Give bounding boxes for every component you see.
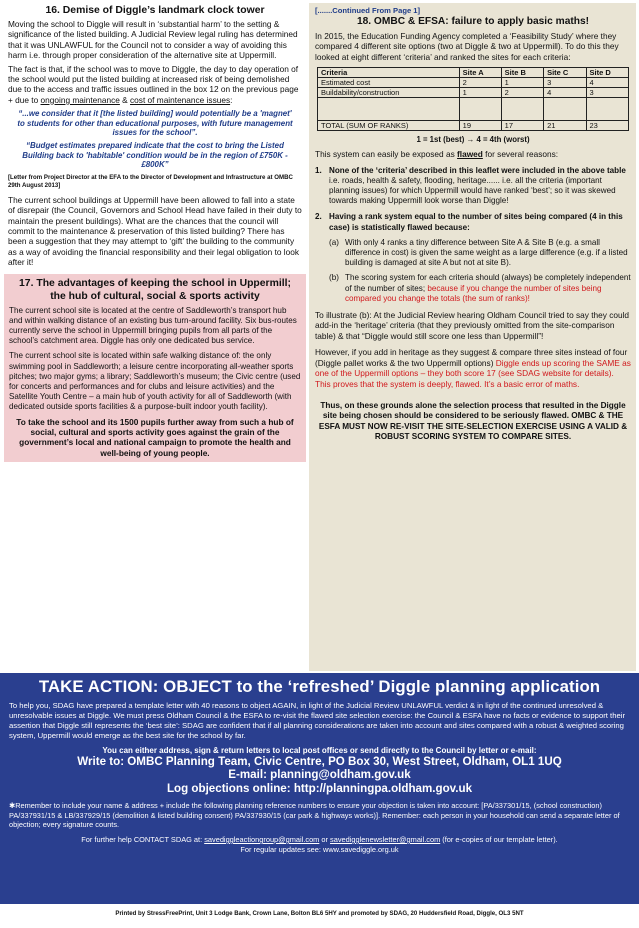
section-17 <box>4 274 306 462</box>
table-row <box>318 78 629 88</box>
section-17-title-line2: the hub of cultural, social & sports activity <box>50 290 260 302</box>
table-header-cell: Site C <box>544 68 586 78</box>
online-objections-link[interactable]: Log objections online: http://planningpa.oldham.gov.uk <box>166 781 473 795</box>
take-action-banner <box>0 673 639 904</box>
sub-reason-label: (b) <box>329 273 339 283</box>
table-cell: 3 <box>586 88 628 98</box>
table-header-cell: Site A <box>459 68 501 78</box>
send-instructions: You can either address, sign & return letters to local post offices or send directly to the Council by letter or e-mail: <box>102 746 537 755</box>
section-16 <box>4 3 306 268</box>
reason-2a: (a) With only 4 ranks a tiny difference between Site A & Site B (e.g. a small difference in cost) is given the same weight as a large difference (e.g. if a listed building is damaged at site A but not at site B). <box>329 237 628 268</box>
section-16-title: 16. Demise of Diggle’s landmark clock tower <box>45 5 265 16</box>
table-cell: Estimated cost <box>318 78 460 88</box>
table-cell: 4 <box>544 88 586 98</box>
table-cell: 17 <box>501 121 543 131</box>
table-total-row <box>318 121 629 131</box>
table-cell: 23 <box>586 121 628 131</box>
reason-1: 1. None of the ‘criteria’ described in this leaflet were included in the above table i.e. roads, health & safety, flooding, heritage...... i.e. all the criteria (important planning issues) for which Uppermill would have ranked ‘best’; so it was skewed towards making Uppermill look worse than Diggle! <box>315 165 626 206</box>
email-address: E-mail: planning@oldham.gov.uk <box>228 768 411 782</box>
section-17-title-line1: 17. The advantages of keeping the school in Uppermill; <box>19 277 291 289</box>
continued-note: [.......Continued From Page 1] <box>315 6 421 15</box>
section-17-para-3: To take the school and its 1500 pupils further away from such a hub of social, cultural and sports activity goes against the grain of the government’s local and national campaign to promote the health and well-being of young people. <box>16 416 294 458</box>
table-cell: 21 <box>544 121 586 131</box>
right-column <box>309 3 636 671</box>
section-16-para-1: Moving the school to Diggle will result in ‘substantial harm’ to the setting & significance of the listed building. A Judicial Review legal ruling has determined that it was UNLAWFUL for the Council not to consider a way of avoiding this harm i.e. through proper consideration of the alternative site at Uppermill. <box>8 19 298 61</box>
table-header-row <box>318 68 629 78</box>
illustration-para-2: However, if you add in heritage as they suggest & compare three sites instead of four (Diggle pallet works & the two Uppermill options) Diggle ends up scoring the SAME as one of the Uppermill options – they both score 17 (see SDAG website for details). This proves that the system is deeply, flawed. It’s a basic error of maths. <box>315 347 631 389</box>
left-column <box>4 3 306 462</box>
table-cell: Buildability/construction <box>318 88 460 98</box>
reason-number: 2. <box>315 212 322 222</box>
illustration-para-1: To illustrate (b): At the Judicial Review hearing Oldham Council tried to say they could add-in the ‘heritage’ criteria (that they previously omitted from the site-comparison table) & that “Diggle would still score one less than Uppermill”! <box>315 310 630 341</box>
table-header-cell: Site D <box>586 68 628 78</box>
efa-quote-budget: “Budget estimates prepared indicate that the cost to bring the Listed Building back to 'habitable' condition would be in the region of £750K - £800K” <box>22 141 288 170</box>
conclusion: Thus, on these grounds alone the selection process that resulted in the Diggle site being chosen should be considered to be seriously flawed. OMBC & THE ESFA MUST NOW RE-VISIT THE SITE-SELECTION EXERCISE USING A VALID & ROBUST SCORING SYSTEM TO COMPARE SITES. <box>318 400 628 442</box>
section-17-para-1: The current school site is located at the centre of Saddleworth’s transport hub and within walking distance of an existing bus turn-around facility. Six bus-routes currently serve the school in Uppermill bringing pupils from all parts of the school’s catchment area. Diggle has only one dedicated bus service. <box>9 305 297 346</box>
table-cell: 2 <box>501 88 543 98</box>
efa-quote-magnet: “...we consider that it [the listed building] would potentially be a 'magnet' to students for other than educational purposes, with future management issues for the school”. <box>17 109 293 138</box>
section-16-para-3: The current school buildings at Uppermill have been allowed to fall into a state of disrepair (the Council, Governors and School Head have failed in their duty to maintain the present buildings). What are the chances that the council will commit to the maintenance & preservation of this listed building? There has been a suggestion that they may attempt to ‘gift’ the building to the community as a way of avoiding the financial responsibility and their legal obligation to look after it! <box>8 194 302 268</box>
table-cell: 19 <box>459 121 501 131</box>
section-18-title: 18. OMBC & EFSA: failure to apply basic maths! <box>356 16 590 27</box>
table-header-cell: Criteria <box>318 68 460 78</box>
contact-line: For further help CONTACT SDAG at: savediggleactiongroup@gmail.com or savedigglenewsletter@gmail.com (for e-copies of our template letter). <box>81 835 558 844</box>
section-17-para-2: The current school site is located within safe walking distance of: the only swimming pool in Saddleworth; a leisure centre incorporating all-weather sports pitches; two major gyms; a library; Saddleworth’s museum; the Civic centre (used for concerts and performances and for clubs and leisure activities) and the Satellite Youth Centre – a main hub of youth activity for all of Saddleworth (with dedicated outside sports facilities & a purpose-built indoor youth facility). <box>9 351 301 412</box>
table-row <box>318 88 629 98</box>
table-cell: 1 <box>459 88 501 98</box>
email-link-newsletter[interactable]: savedigglenewsletter@gmail.com <box>330 835 441 844</box>
postal-address: Write to: OMBC Planning Team, Civic Centre, PO Box 30, West Street, Oldham, OL1 1UQ <box>77 755 562 768</box>
table-cell: 2 <box>459 78 501 88</box>
table-omitted-rows <box>318 98 629 121</box>
ranking-table <box>317 67 629 131</box>
section-18-para-1: In 2015, the Education Funding Agency completed a ‘Feasibility Study’ where they compared 4 different site options (two at Diggle & two at Uppermill). To do this they looked at eight different ‘criteria’ and ranked the sites for each criteria: <box>315 31 619 62</box>
rank-key: 1 = 1st (best) → 4 = 4th (worst) <box>416 135 530 145</box>
take-action-title: TAKE ACTION: OBJECT to the ‘refreshed’ Diggle planning application <box>38 677 601 696</box>
sub-reason-label: (a) <box>329 237 339 247</box>
table-cell: 1 <box>501 78 543 88</box>
printer-credit: Printed by StressFreePrint, Unit 3 Lodge Bank, Crown Lane, Bolton BL6 5HY and promoted by SDAG, 20 Huddersfield Road, Diggle, OL3 5NT <box>115 910 524 917</box>
reason-number: 1. <box>315 165 322 175</box>
email-link-action-group[interactable]: savediggleactiongroup@gmail.com <box>204 835 320 844</box>
section-16-para-2: The fact is that, if the school was to move to Diggle, the day to day operation of the school would put the listed building at increased risk of being demolished due to the access and traffic issues outlined in the box 12 on the previous page + due to ongoing maintenance & cost of maintenance issues: <box>8 63 299 105</box>
reason-2b: (b) The scoring system for each criteria should (always) be completely independent of the number of sites; because if you change the number of sites being compared you change the totals (the sum of ranks)! <box>329 273 631 303</box>
updates-line[interactable]: For regular updates see: www.savediggle.org.uk <box>240 844 399 854</box>
reference-numbers: ✱Remember to include your name & address + include the following planning reference numbers to ensure your objection is taken into account: [PA/337301/15, (school construction) PA/337931/15 & LB/337929/15 (demolition & listed building consent) PA/337930/15 (car park & highways works)]. Remember: each person in your household can send a separate letter of objection; every signature counts. <box>9 801 620 830</box>
letter-citation: [Letter from Project Director at the EFA to the Director of Development and Infrastructure at OMBC 29th August 2013] <box>8 173 293 189</box>
table-header-cell: Site B <box>501 68 543 78</box>
table-cell: TOTAL (SUM OF RANKS) <box>318 121 460 131</box>
flawed-intro: This system can easily be exposed as flawed for several reasons: <box>315 149 559 160</box>
table-cell: 4 <box>586 78 628 88</box>
take-action-body: To help you, SDAG have prepared a template letter with 40 reasons to object AGAIN, in light of the Judicial Review UNLAWFUL verdict & in light of the continued unresolved & unresolvable issues at Diggle. We must press Oldham Council & the ESFA to re-visit the flawed site selection exercise: the Council & ESFA have no facts or evidence to support their assertion that Diggle still represents the ‘best site’: SDAG are confident that if all planning considerations are taken into account and sites compared with a robust & weighted scoring system, Uppermill would emerge as the best site for the school by far. <box>9 701 626 740</box>
reason-2: 2. Having a rank system equal to the number of sites being compared (4 in this case) is statistically flawed because: <box>315 212 623 232</box>
table-cell: 3 <box>544 78 586 88</box>
